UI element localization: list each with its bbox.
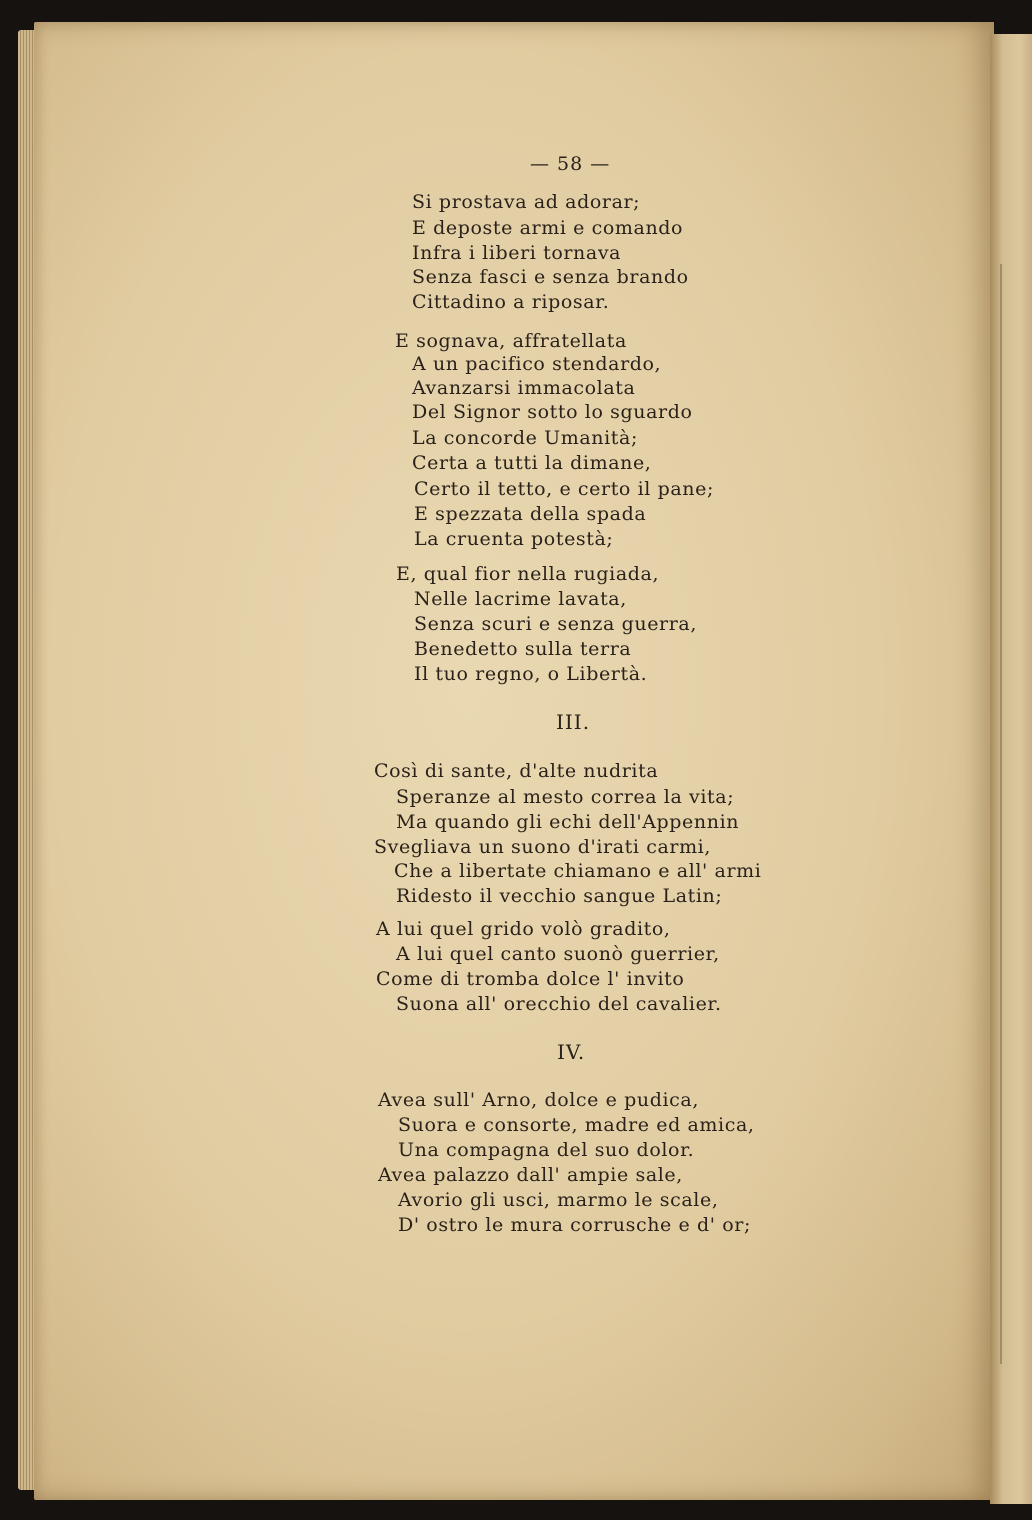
verse-line: E spezzata della spada bbox=[414, 503, 647, 525]
verse-line: Senza scuri e senza guerra, bbox=[414, 613, 697, 635]
section-heading-iii: III. bbox=[556, 710, 591, 734]
verse-line: Ma quando gli echi dell'Appennin bbox=[396, 811, 740, 833]
verse-line: A lui quel canto suonò guerrier, bbox=[396, 943, 720, 965]
page-number: — 58 — bbox=[530, 153, 611, 175]
verse-line: Nelle lacrime lavata, bbox=[414, 588, 627, 610]
verse-line: Certo il tetto, e certo il pane; bbox=[414, 478, 714, 500]
verse-line: Speranze al mesto correa la vita; bbox=[396, 786, 735, 808]
verse-line: Avea sull' Arno, dolce e pudica, bbox=[378, 1089, 699, 1111]
verse-line: Che a libertate chiamano e all' armi bbox=[394, 860, 762, 882]
verse-line: E sognava, affratellata bbox=[395, 330, 627, 352]
verse-line: Avanzarsi immacolata bbox=[412, 377, 636, 399]
verse-line: Si prostava ad adorar; bbox=[412, 191, 641, 213]
verse-line: Cittadino a riposar. bbox=[412, 291, 610, 313]
verse-line: Così di sante, d'alte nudrita bbox=[374, 760, 659, 782]
verse-line: Benedetto sulla terra bbox=[414, 638, 632, 660]
verse-line: Certa a tutti la dimane, bbox=[412, 452, 652, 474]
verse-line: Il tuo regno, o Libertà. bbox=[414, 663, 648, 685]
verse-line: Ridesto il vecchio sangue Latin; bbox=[396, 885, 723, 907]
section-heading-iv: IV. bbox=[557, 1040, 586, 1064]
verse-line: Una compagna del suo dolor. bbox=[398, 1139, 695, 1161]
verse-line: La concorde Umanità; bbox=[412, 427, 638, 449]
verse-line: Avea palazzo dall' ampie sale, bbox=[378, 1164, 683, 1186]
verse-line: Svegliava un suono d'irati carmi, bbox=[374, 836, 712, 858]
verse-line: A lui quel grido volò gradito, bbox=[376, 918, 671, 940]
verse-line: E, qual fior nella rugiada, bbox=[396, 563, 660, 585]
verse-line: Suora e consorte, madre ed amica, bbox=[398, 1114, 755, 1136]
verse-line: D' ostro le mura corrusche e d' or; bbox=[398, 1214, 751, 1236]
verse-line: A un pacifico stendardo, bbox=[412, 353, 662, 375]
verse-line: Avorio gli usci, marmo le scale, bbox=[398, 1189, 719, 1211]
verse-line: La cruenta potestà; bbox=[414, 528, 614, 550]
verse-line: Come di tromba dolce l' invito bbox=[376, 968, 685, 990]
verse-line: E deposte armi e comando bbox=[412, 217, 684, 239]
verse-line: Suona all' orecchio del cavalier. bbox=[396, 993, 722, 1015]
verse-line: Senza fasci e senza brando bbox=[412, 266, 689, 288]
verse-line: Infra i liberi tornava bbox=[412, 242, 622, 264]
verse-line: Del Signor sotto lo sguardo bbox=[412, 401, 693, 423]
